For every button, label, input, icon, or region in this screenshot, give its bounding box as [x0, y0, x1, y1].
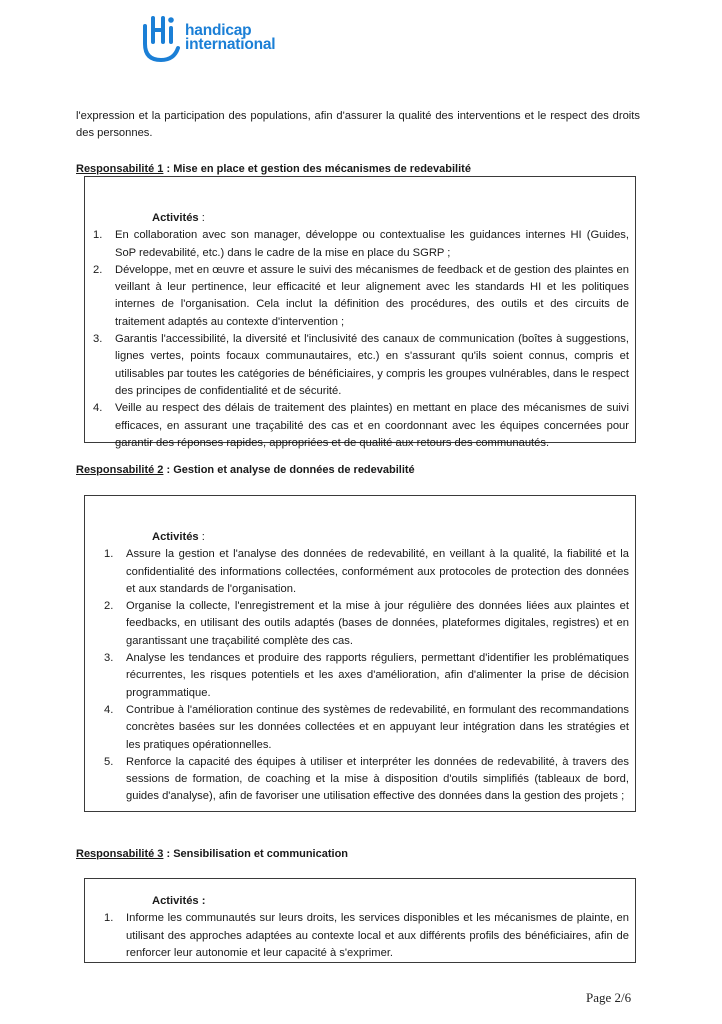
responsibility-1-box: [84, 176, 636, 449]
list-item: 3. Analyse les tendances et produire des rapports réguliers, permettant d'identifier les problématiques récurrentes, les risques potentiels et les axes d'amélioration, afin d'alimenter la prise de décision programmatique.: [104, 652, 629, 699]
responsibility-2-box: [84, 495, 636, 812]
intro-paragraph: l'expression et la participation des populations, afin d'assurer la qualité des interventions et le respect des droits des personnes.: [76, 110, 640, 140]
page-number: Page 2/6: [586, 990, 632, 1005]
activities-label: Activités :: [152, 531, 205, 543]
logo-line-1: handicap: [185, 22, 252, 39]
activities-label: Activités :: [152, 212, 205, 224]
responsibility-title: : Sensibilisation et communication: [163, 848, 349, 860]
responsibility-label: Responsabilité 3: [76, 848, 164, 860]
responsibility-3-heading: [76, 846, 348, 863]
responsibility-title: : Gestion et analyse de données de redevabilité: [163, 464, 415, 476]
list-item: 1. Informe les communautés sur leurs droits, les services disponibles et les mécanismes de plainte, en utilisant des approches adaptées au contexte local et aux différents profils des bénéficiaires, afin de renforcer leur autonomie et leur capacité à s'exprimer.: [104, 912, 629, 959]
list-item: 2. Développe, met en œuvre et assure le suivi des mécanismes de feedback et de gestion des plaintes en veillant à leur pertinence, leur efficacité et leur alignement avec les standards HI et les politiques internes de l'organisation. Cela inclut la définition des procédures, des outils et des circuits de traitement adaptés au contexte d'intervention ;: [93, 263, 629, 328]
activities-list: [93, 546, 629, 805]
list-item: 1. Assure la gestion et l'analyse des données de redevabilité, en veillant à la qualité, la fiabilité et la confidentialité des informations collectées, conformément aux protocoles de protection des données et aux standards de l'organisation.: [104, 548, 629, 595]
list-item: 2. Organise la collecte, l'enregistrement et la mise à jour régulière des données liées aux plaintes et feedbacks, en utilisant des outils adaptés (bases de données, plateformes digitales, registres) et en garantissant une traçabilité complète des cas.: [104, 600, 629, 647]
responsibility-label: Responsabilité 2: [76, 464, 164, 476]
activities-list: [93, 910, 629, 962]
logo-wordmark: [185, 24, 275, 52]
responsibility-2-heading: [76, 462, 415, 479]
responsibility-3-box: [84, 878, 636, 963]
responsibility-label: Responsabilité 1: [76, 163, 164, 175]
list-item: 3. Garantis l'accessibilité, la diversité et l'inclusivité des canaux de communication (boîtes à suggestions, lignes vertes, points focaux communautaires, etc.) en s'assurant qu'ils soient connus, compris et utilisables par toutes les catégories de bénéficiaires, y compris les groupes vulnérables, dans le respect des principes de confidentialité et de sécurité.: [93, 333, 629, 397]
list-item: 4. Veille au respect des délais de traitement des plaintes) en mettant en place des mécanismes de suivi efficaces, en assurant une traçabilité des cas et en coordonnant avec les équipes concernées pour garantir des réponses rapides, appropriées et de qualité aux retours des communautés.: [93, 402, 629, 449]
hi-logo: [140, 12, 275, 64]
list-item: 5. Renforce la capacité des équipes à utiliser et interpréter les données de redevabilité, à travers des sessions de formation, de coaching et la mise à disposition d'outils simplifiés (tableaux de bord, guides d'analyse), afin de favoriser une utilisation effective des données dans la gestion des projets ;: [104, 755, 629, 803]
hand-hi-icon: [140, 12, 182, 64]
activities-list: [93, 227, 629, 452]
activities-label: Activités :: [152, 895, 206, 907]
list-item: 1. En collaboration avec son manager, développe ou contextualise les guidances internes HI (Guides, SoP redevabilité, etc.) dans le cadre de la mise en place du SGRP ;: [93, 229, 629, 259]
logo-line-2: international: [185, 36, 276, 53]
responsibility-title: : Mise en place et gestion des mécanismes de redevabilité: [163, 163, 471, 175]
list-item: 4. Contribue à l'amélioration continue des systèmes de redevabilité, en formulant des recommandations concrètes basées sur les données collectées et en appuyant leur intégration dans les stratégies et les pratiques opérationnelles.: [104, 703, 629, 751]
